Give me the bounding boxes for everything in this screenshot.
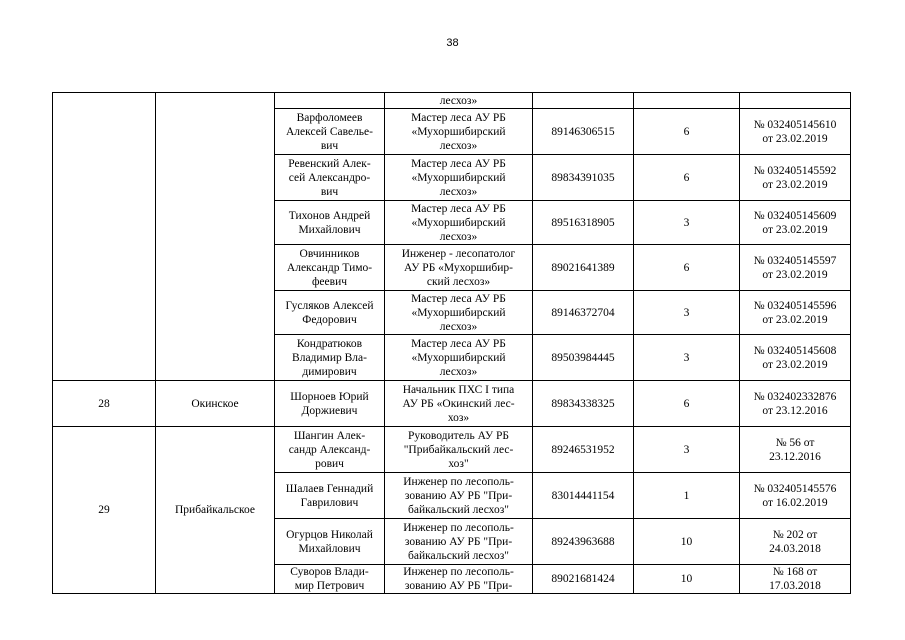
position-cell-line: «Мухоршибирский bbox=[411, 216, 506, 229]
name-cell-line: рович bbox=[315, 457, 344, 470]
position-cell-line: лесхоз» bbox=[439, 139, 478, 152]
name-cell-line: феевич bbox=[311, 275, 348, 288]
name-cell-line: Кондратюков bbox=[296, 337, 363, 350]
position-cell-line: лесхоз» bbox=[439, 230, 478, 243]
position-cell bbox=[385, 381, 533, 427]
name-cell-line: Шалаев Геннадий bbox=[285, 482, 374, 495]
forestry-cell: Окинское bbox=[156, 381, 275, 427]
document-cell-line: № 032405145597 bbox=[753, 254, 837, 267]
position-cell-line: хоз" bbox=[448, 457, 469, 470]
table-row bbox=[53, 381, 851, 427]
document-cell-line: № 202 от bbox=[772, 528, 818, 541]
row-number-cell bbox=[53, 93, 156, 381]
count-cell: 10 bbox=[634, 565, 740, 594]
phone-cell: 89834391035 bbox=[533, 155, 634, 201]
position-cell bbox=[385, 109, 533, 155]
position-cell-line: Мастер леса АУ РБ bbox=[411, 111, 506, 124]
name-cell-line: сей Александро- bbox=[288, 171, 371, 184]
name-cell-line: Владимир Вла- bbox=[292, 351, 367, 364]
position-cell-line: лесхоз» bbox=[439, 320, 478, 333]
forestry-cell bbox=[156, 93, 275, 381]
position-cell-line: Мастер леса АУ РБ bbox=[411, 337, 506, 350]
document-cell bbox=[740, 155, 851, 201]
position-cell-line: Начальник ПХС I типа bbox=[402, 383, 515, 396]
position-cell-line: байкальский лесхоз" bbox=[408, 549, 509, 562]
document-cell-line: 23.12.2016 bbox=[769, 450, 821, 463]
position-cell-line: Руководитель АУ РБ bbox=[408, 429, 509, 442]
position-cell-line: АУ РБ «Окинский лес- bbox=[402, 397, 515, 410]
position-cell-line: зованию АУ РБ "При- bbox=[404, 580, 513, 592]
position-cell-line: АУ РБ «Мухоршибир- bbox=[403, 261, 514, 274]
position-cell bbox=[385, 155, 533, 201]
table-body bbox=[53, 93, 851, 594]
count-cell bbox=[634, 93, 740, 109]
position-cell-line: лесхоз» bbox=[439, 185, 478, 198]
name-cell-line: Доржиевич bbox=[301, 404, 358, 417]
count-cell: 6 bbox=[634, 245, 740, 291]
name-cell bbox=[275, 565, 385, 594]
name-cell-line: Александр Тимо- bbox=[286, 261, 373, 274]
name-cell bbox=[275, 473, 385, 519]
document-cell bbox=[740, 427, 851, 473]
position-cell bbox=[385, 291, 533, 335]
position-cell bbox=[385, 427, 533, 473]
document-cell-line: от 16.02.2019 bbox=[762, 496, 828, 509]
position-cell bbox=[385, 335, 533, 381]
name-cell-line: Гаврилович bbox=[300, 496, 359, 509]
document-cell-line: от 23.02.2019 bbox=[762, 358, 828, 371]
name-cell-line: Алексей Савелье- bbox=[286, 125, 373, 138]
position-cell-line: «Мухоршибирский bbox=[411, 351, 506, 364]
phone-cell: 89243963688 bbox=[533, 519, 634, 565]
name-cell bbox=[275, 335, 385, 381]
position-cell-line: байкальский лесхоз" bbox=[408, 503, 509, 516]
document-cell-line: 17.03.2018 bbox=[769, 580, 821, 592]
position-cell-line: Инженер - лесопатолог bbox=[401, 247, 516, 260]
document-cell-line: № 032405145610 bbox=[753, 118, 837, 131]
name-cell bbox=[275, 291, 385, 335]
count-cell: 10 bbox=[634, 519, 740, 565]
count-cell: 3 bbox=[634, 427, 740, 473]
name-cell bbox=[275, 201, 385, 245]
position-cell-line: ский лесхоз» bbox=[426, 275, 491, 288]
document-cell-line: № 032405145576 bbox=[753, 482, 837, 495]
count-cell: 6 bbox=[634, 381, 740, 427]
position-cell-line: «Мухоршибирский bbox=[411, 306, 506, 319]
name-cell-line: Варфоломеев bbox=[296, 111, 363, 124]
position-cell-line: лесхоз» bbox=[439, 95, 478, 107]
name-cell bbox=[275, 427, 385, 473]
position-cell bbox=[385, 201, 533, 245]
document-cell-line: от 23.02.2019 bbox=[762, 223, 828, 236]
page-number: 38 bbox=[446, 37, 459, 49]
position-cell-line: лесхоз» bbox=[439, 365, 478, 378]
count-cell: 1 bbox=[634, 473, 740, 519]
phone-cell: 89021681424 bbox=[533, 565, 634, 594]
count-cell: 6 bbox=[634, 155, 740, 201]
document-cell bbox=[740, 519, 851, 565]
document-cell bbox=[740, 109, 851, 155]
document-cell-line: № 032405145608 bbox=[753, 344, 837, 357]
name-cell bbox=[275, 109, 385, 155]
phone-cell bbox=[533, 93, 634, 109]
name-cell-line: Михайлович bbox=[298, 223, 361, 236]
name-cell-line: Овчинников bbox=[299, 247, 360, 260]
position-cell-line: зованию АУ РБ "При- bbox=[404, 535, 513, 548]
table-row bbox=[53, 427, 851, 473]
phone-cell: 89146306515 bbox=[533, 109, 634, 155]
document-cell bbox=[740, 565, 851, 594]
document-cell-line: № 032405145592 bbox=[753, 164, 837, 177]
position-cell-line: «Мухоршибирский bbox=[411, 125, 506, 138]
table-row bbox=[53, 93, 851, 109]
assignment-table bbox=[52, 92, 851, 594]
document-cell bbox=[740, 201, 851, 245]
position-cell-line: Инженер по лесополь- bbox=[403, 566, 514, 578]
position-cell-line: Мастер леса АУ РБ bbox=[411, 202, 506, 215]
name-cell-line: Огурцов Николай bbox=[286, 528, 373, 541]
phone-cell: 89516318905 bbox=[533, 201, 634, 245]
name-cell-line: Федорович bbox=[302, 313, 357, 326]
document-cell-line: от 23.02.2019 bbox=[762, 268, 828, 281]
phone-cell: 89146372704 bbox=[533, 291, 634, 335]
row-number-cell: 28 bbox=[53, 381, 156, 427]
count-cell: 3 bbox=[634, 291, 740, 335]
name-cell-line: сандр Александ- bbox=[288, 443, 371, 456]
name-cell-line: димирович bbox=[302, 365, 357, 378]
position-cell-line: зованию АУ РБ "При- bbox=[404, 489, 513, 502]
forestry-cell: Прибайкальское bbox=[156, 427, 275, 594]
name-cell bbox=[275, 93, 385, 109]
phone-cell: 83014441154 bbox=[533, 473, 634, 519]
document-cell bbox=[740, 381, 851, 427]
document-cell-line: № 032405145609 bbox=[753, 209, 837, 222]
document-cell bbox=[740, 335, 851, 381]
position-cell bbox=[385, 519, 533, 565]
position-cell bbox=[385, 473, 533, 519]
name-cell-line: мир Петрович bbox=[294, 580, 365, 592]
name-cell-line: вич bbox=[320, 185, 339, 198]
name-cell-line: Шангин Алек- bbox=[293, 429, 366, 442]
document-cell bbox=[740, 473, 851, 519]
document-cell-line: от 23.02.2019 bbox=[762, 178, 828, 191]
name-cell bbox=[275, 519, 385, 565]
phone-cell: 89834338325 bbox=[533, 381, 634, 427]
document-cell-line: № 032402332876 bbox=[753, 390, 837, 403]
count-cell: 6 bbox=[634, 109, 740, 155]
name-cell bbox=[275, 245, 385, 291]
name-cell-line: Шорноев Юрий bbox=[290, 390, 369, 403]
document-cell bbox=[740, 245, 851, 291]
document-cell-line: № 56 от bbox=[775, 436, 815, 449]
document-cell bbox=[740, 93, 851, 109]
document-cell-line: 24.03.2018 bbox=[769, 542, 821, 555]
position-cell bbox=[385, 245, 533, 291]
document-cell-line: от 23.02.2019 bbox=[762, 132, 828, 145]
phone-cell: 89246531952 bbox=[533, 427, 634, 473]
position-cell-line: Инженер по лесополь- bbox=[403, 521, 514, 534]
count-cell: 3 bbox=[634, 335, 740, 381]
document-cell-line: от 23.12.2016 bbox=[762, 404, 828, 417]
document-cell-line: № 168 от bbox=[772, 566, 818, 578]
row-number-cell: 29 bbox=[53, 427, 156, 594]
document-cell-line: № 032405145596 bbox=[753, 299, 837, 312]
position-cell bbox=[385, 93, 533, 109]
phone-cell: 89503984445 bbox=[533, 335, 634, 381]
name-cell-line: Суворов Влади- bbox=[290, 566, 369, 578]
name-cell bbox=[275, 155, 385, 201]
position-cell bbox=[385, 565, 533, 594]
position-cell-line: хоз» bbox=[447, 411, 470, 424]
name-cell-line: Тихонов Андрей bbox=[288, 209, 371, 222]
document-cell bbox=[740, 291, 851, 335]
position-cell-line: Мастер леса АУ РБ bbox=[411, 292, 506, 305]
name-cell-line: Михайлович bbox=[298, 542, 361, 555]
position-cell-line: Инженер по лесополь- bbox=[403, 475, 514, 488]
count-cell: 3 bbox=[634, 201, 740, 245]
position-cell-line: «Мухоршибирский bbox=[411, 171, 506, 184]
position-cell-line: Мастер леса АУ РБ bbox=[411, 157, 506, 170]
document-cell-line: от 23.02.2019 bbox=[762, 313, 828, 326]
position-cell-line: "Прибайкальский лес- bbox=[403, 443, 514, 456]
name-cell-line: Гусляков Алексей bbox=[285, 299, 374, 312]
phone-cell: 89021641389 bbox=[533, 245, 634, 291]
name-cell bbox=[275, 381, 385, 427]
name-cell-line: Ревенский Алек- bbox=[288, 157, 371, 170]
name-cell-line: вич bbox=[320, 139, 339, 152]
